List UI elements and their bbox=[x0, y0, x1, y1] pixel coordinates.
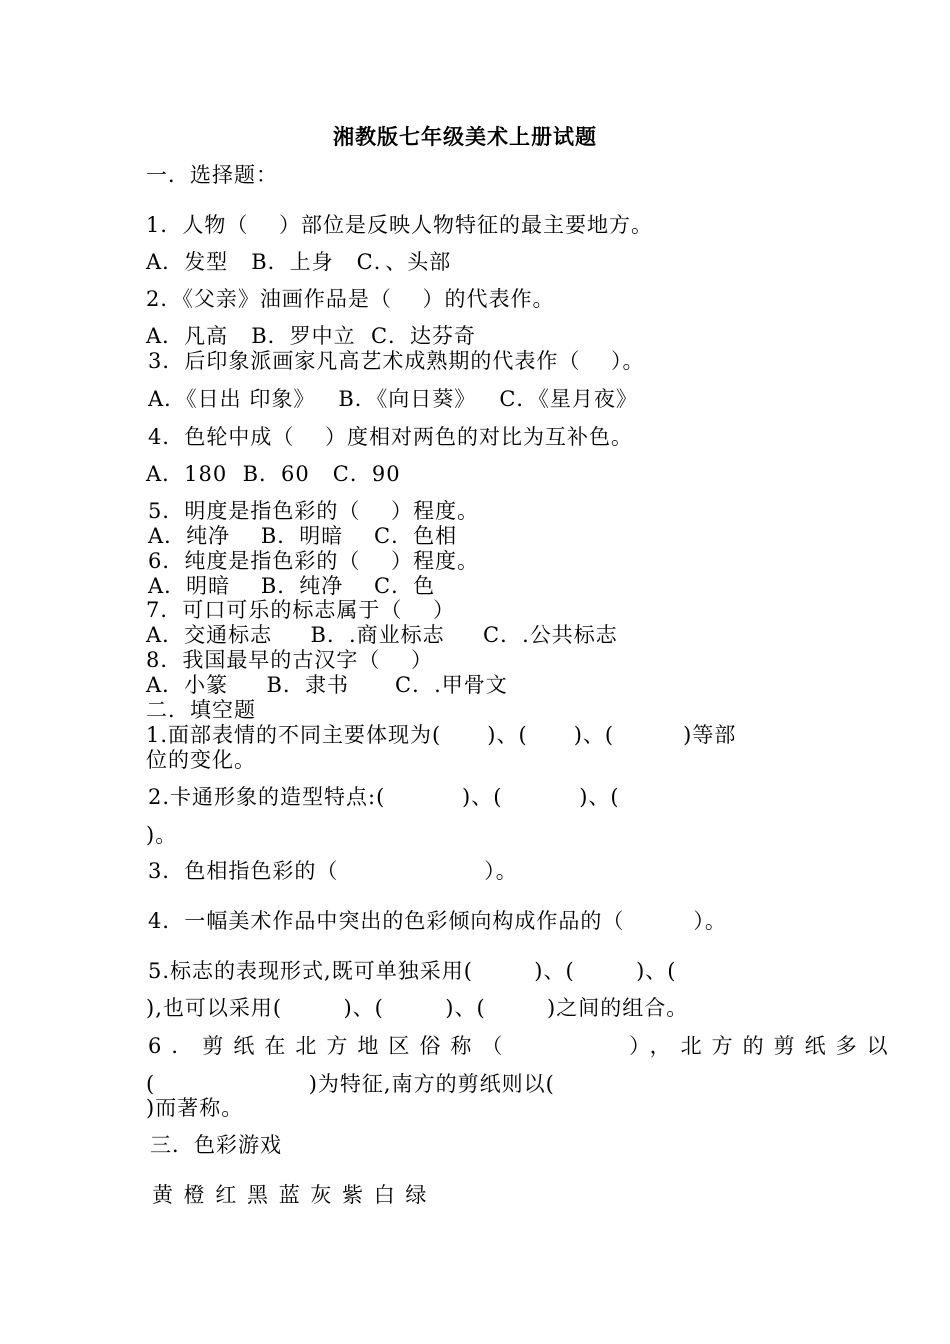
fill-6-line-2: ( )为特征,南方的剪纸则以( bbox=[146, 1072, 555, 1096]
question-1: 1．人物（ ）部位是反映人物特征的最主要地方。 bbox=[146, 213, 654, 237]
question-2-options: A．凡高 B．罗中立 C．达芬奇 bbox=[146, 324, 477, 348]
fill-4: 4．一幅美术作品中突出的色彩倾向构成作品的（ ）。 bbox=[148, 909, 727, 933]
fill-3: 3．色相指色彩的（ ）。 bbox=[148, 859, 518, 883]
question-6: 6．纯度是指色彩的（ ）程度。 bbox=[148, 549, 480, 573]
section-heading-color-game: 三．色彩游戏 bbox=[150, 1133, 282, 1157]
question-8: 8．我国最早的古汉字（ ） bbox=[146, 648, 434, 672]
question-8-options: A．小篆 B．隶书 C．.甲骨文 bbox=[146, 673, 508, 697]
color-words: 黄 橙 红 黑 蓝 灰 紫 白 绿 bbox=[152, 1183, 429, 1207]
question-5: 5．明度是指色彩的（ ）程度。 bbox=[148, 499, 480, 523]
question-3-options: A．《日出 印象》 B．《向日葵》 C．《星月夜》 bbox=[148, 387, 638, 411]
section-heading-choice: 一．选择题： bbox=[146, 163, 278, 187]
fill-1-line-1: 1.面部表情的不同主要体现为( )、( )、( )等部 bbox=[146, 723, 737, 747]
question-7-options: A．交通标志 B．.商业标志 C．.公共标志 bbox=[146, 623, 618, 647]
fill-2-line-1: 2.卡通形象的造型特点:( )、( )、( bbox=[148, 785, 620, 809]
question-2: 2．《父亲》油画作品是（ ）的代表作。 bbox=[146, 287, 555, 311]
fill-6-line-1: 6．剪纸在北方地区俗称（ ），北方的剪纸多以 bbox=[148, 1034, 898, 1058]
question-5-options: A．纯净 B．明暗 C．色相 bbox=[148, 524, 458, 548]
section-heading-fill: 二．填空题 bbox=[146, 698, 256, 722]
question-6-options: A．明暗 B．纯净 C．色 bbox=[148, 574, 436, 598]
page-title: 湘教版七年级美术上册试题 bbox=[333, 124, 597, 149]
fill-2-line-2: )。 bbox=[146, 823, 178, 847]
question-7: 7．可口可乐的标志属于（ ） bbox=[146, 598, 456, 622]
fill-6-line-3: )而著称。 bbox=[146, 1096, 244, 1120]
question-4-options: A．180 B．60 C．90 bbox=[146, 462, 401, 486]
fill-5-line-1: 5.标志的表现形式,既可单独采用( )、( )、( bbox=[148, 959, 677, 983]
question-3: 3．后印象派画家凡高艺术成熟期的代表作（ ）。 bbox=[148, 349, 645, 373]
fill-5-line-2: ),也可以采用( )、( )、( )之间的组合。 bbox=[146, 996, 689, 1020]
fill-1-line-2: 位的变化。 bbox=[146, 748, 256, 772]
question-1-options: A．发型 B．上身 C．、头部 bbox=[146, 250, 452, 274]
question-4: 4．色轮中成（ ）度相对两色的对比为互补色。 bbox=[148, 425, 634, 449]
